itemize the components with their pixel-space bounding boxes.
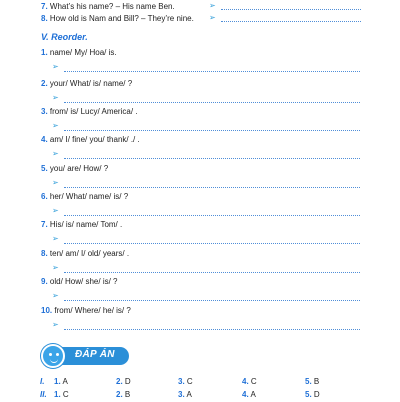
answer-value: B: [313, 377, 320, 386]
answer-item: [305, 377, 319, 386]
answer-key-badge: [41, 344, 131, 368]
question-3: [41, 107, 137, 116]
question-text: old/ How/ she/ is/ ?: [49, 277, 118, 286]
answer-item: [116, 390, 130, 399]
exercise-item-7: [41, 2, 175, 11]
answer-value: D: [313, 390, 320, 399]
answer-number: 5.: [305, 377, 312, 386]
answer-line[interactable]: [64, 102, 360, 103]
smiley-mascot-icon: [41, 344, 65, 368]
question-5: [41, 164, 108, 173]
answer-number: 1.: [54, 390, 61, 399]
question-text: ten/ am/ I/ old/ years/ .: [49, 249, 130, 258]
answer-value: A: [250, 390, 256, 399]
question-text: her/ What/ name/ is/ ?: [49, 192, 129, 201]
answer-key-row-2: [40, 390, 370, 402]
question-text: from/ is/ Lucy/ America/ .: [49, 107, 138, 116]
question-text: His/ is/ name/ Tom/ .: [49, 220, 123, 229]
answer-line[interactable]: [64, 329, 360, 330]
badge-label: ĐÁP ÁN: [75, 349, 115, 360]
question-text: from/ Where/ he/ is/ ?: [54, 306, 131, 315]
question-text: your/ What/ is/ name/ ?: [49, 79, 133, 88]
answer-item: [54, 377, 68, 386]
answer-number: 3.: [178, 377, 185, 386]
question-number: 5.: [41, 164, 48, 173]
question-10: [41, 306, 131, 315]
answer-number: 4.: [242, 377, 249, 386]
arrow-icon: ➢: [209, 13, 216, 22]
question-number: 6.: [41, 192, 48, 201]
question-text: name/ My/ Hoa/ is.: [49, 48, 117, 57]
question-number: 1.: [41, 48, 48, 57]
answer-line[interactable]: [64, 130, 360, 131]
answer-number: 1.: [54, 377, 61, 386]
arrow-icon: ➢: [52, 121, 59, 130]
answer-number: 5.: [305, 390, 312, 399]
answer-value: B: [124, 390, 131, 399]
question-number: 10.: [41, 306, 53, 315]
answer-value: D: [124, 377, 131, 386]
question-8: [41, 249, 129, 258]
question-number: 8.: [41, 249, 48, 258]
arrow-icon: ➢: [52, 206, 59, 215]
question-9: [41, 277, 118, 286]
answer-value: C: [62, 390, 69, 399]
answer-item: [305, 390, 320, 399]
answer-value: C: [186, 377, 193, 386]
arrow-icon: ➢: [52, 291, 59, 300]
section-title: V. Reorder.: [41, 32, 88, 42]
question-7: [41, 220, 122, 229]
answer-item: [116, 377, 131, 386]
answer-line[interactable]: [221, 9, 361, 10]
eye: [56, 353, 59, 356]
question-text: you/ are/ How/ ?: [49, 164, 109, 173]
question-number: 7.: [41, 220, 48, 229]
question-number: 3.: [41, 107, 48, 116]
answer-line[interactable]: [64, 215, 360, 216]
arrow-icon: ➢: [209, 1, 216, 10]
answer-line[interactable]: [64, 187, 360, 188]
arrow-icon: ➢: [52, 62, 59, 71]
answer-item: [178, 390, 192, 399]
question-number: 9.: [41, 277, 48, 286]
row-label: I.: [40, 377, 45, 386]
item-number: 7.: [41, 2, 48, 11]
answer-line[interactable]: [221, 21, 361, 22]
item-number: 8.: [41, 14, 48, 23]
answer-value: A: [186, 390, 192, 399]
question-number: 4.: [41, 135, 48, 144]
answer-key-row-1: [40, 377, 370, 389]
answer-item: [242, 390, 256, 399]
answer-line[interactable]: [64, 71, 360, 72]
arrow-icon: ➢: [52, 149, 59, 158]
question-4: [41, 135, 140, 144]
answer-value: C: [250, 377, 257, 386]
item-text: How old is Nam and Bill? – They’re nine.: [49, 14, 194, 23]
answer-line[interactable]: [64, 300, 360, 301]
arrow-icon: ➢: [52, 234, 59, 243]
answer-item: [242, 377, 257, 386]
arrow-icon: ➢: [52, 263, 59, 272]
answer-line[interactable]: [64, 272, 360, 273]
arrow-icon: ➢: [52, 320, 59, 329]
answer-number: 2.: [116, 377, 123, 386]
arrow-icon: ➢: [52, 93, 59, 102]
mouth: [50, 358, 58, 363]
answer-item: [54, 390, 69, 399]
answer-number: 2.: [116, 390, 123, 399]
question-1: [41, 48, 117, 57]
question-2: [41, 79, 132, 88]
eye: [49, 353, 52, 356]
answer-line[interactable]: [64, 243, 360, 244]
item-text: What’s his name? – His name Ben.: [49, 2, 175, 11]
question-6: [41, 192, 128, 201]
answer-line[interactable]: [64, 158, 360, 159]
answer-value: A: [62, 377, 68, 386]
answer-number: 3.: [178, 390, 185, 399]
arrow-icon: ➢: [52, 178, 59, 187]
question-number: 2.: [41, 79, 48, 88]
answer-item: [178, 377, 193, 386]
answer-number: 4.: [242, 390, 249, 399]
exercise-item-8: [41, 14, 194, 23]
question-text: am/ I/ fine/ you/ thank/ ./ .: [49, 135, 140, 144]
row-label: II.: [40, 390, 47, 399]
